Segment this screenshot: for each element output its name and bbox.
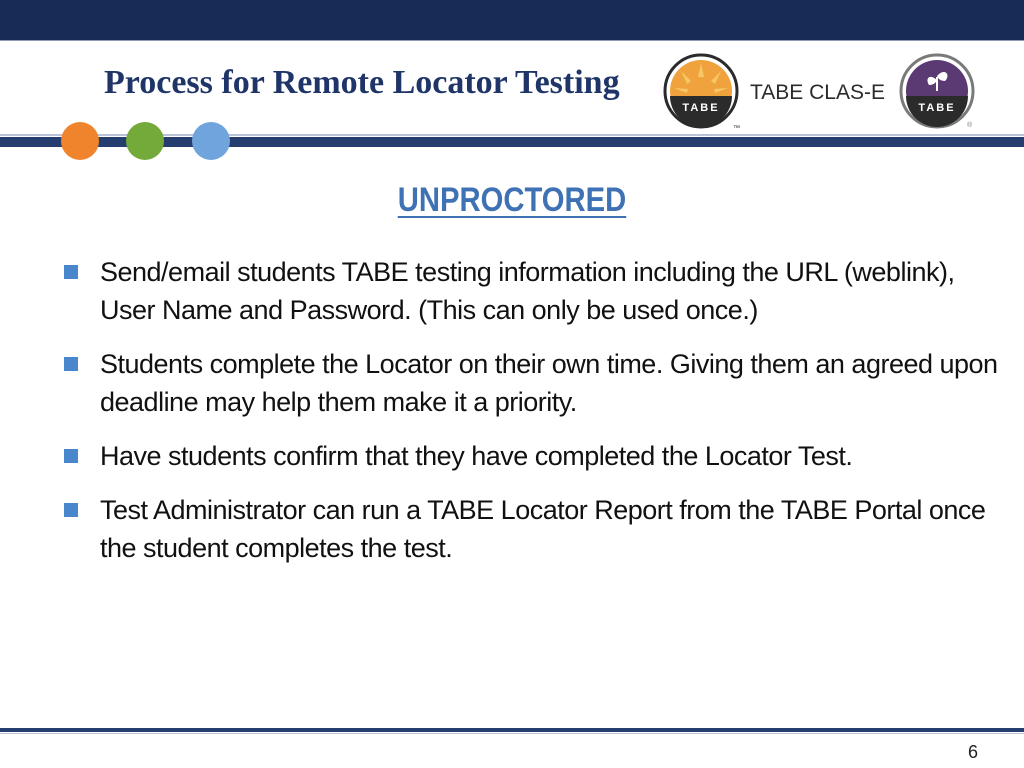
bullet-item (58, 345, 1008, 421)
bullet-text: Students complete the Locator on their own time. Giving them an agreed upon deadline may help them make it a priority. (100, 349, 998, 417)
clas-e-registered-mark: ® (967, 122, 973, 129)
bullet-item (58, 437, 1008, 475)
tabe-clas-e-logo (901, 55, 973, 129)
tabe-clas-e-text: TABE CLAS-E (750, 81, 885, 104)
blue-dot-decoration (192, 122, 230, 160)
square-bullet-icon (64, 449, 78, 463)
tabe-trademark: ™ (733, 125, 740, 132)
footer-rule-highlight (0, 733, 1024, 734)
bullet-text: Test Administrator can run a TABE Locator Report from the TABE Portal once the student completes the test. (100, 495, 986, 563)
bullet-text: Have students confirm that they have completed the Locator Test. (100, 441, 853, 471)
green-dot-decoration (126, 122, 164, 160)
tabe-logo (665, 55, 740, 132)
bullet-text: Send/email students TABE testing information including the URL (weblink), User Name and Password. (This can only be used once.) (100, 257, 955, 325)
bullet-list (58, 253, 1008, 583)
bullet-item (58, 491, 1008, 567)
square-bullet-icon (64, 357, 78, 371)
tabe-logo-text: TABE (682, 102, 720, 114)
slide-title: Process for Remote Locator Testing (104, 64, 620, 101)
top-banner (0, 0, 1024, 40)
square-bullet-icon (64, 265, 78, 279)
logo-strip (663, 53, 983, 133)
orange-dot-decoration (61, 122, 99, 160)
clas-e-logo-text: TABE (918, 102, 956, 114)
footer-rule (0, 728, 1024, 732)
section-heading: UNPROCTORED (397, 181, 627, 219)
top-banner-divider (0, 40, 1024, 41)
bullet-item (58, 253, 1008, 329)
square-bullet-icon (64, 503, 78, 517)
page-number: 6 (968, 742, 979, 762)
